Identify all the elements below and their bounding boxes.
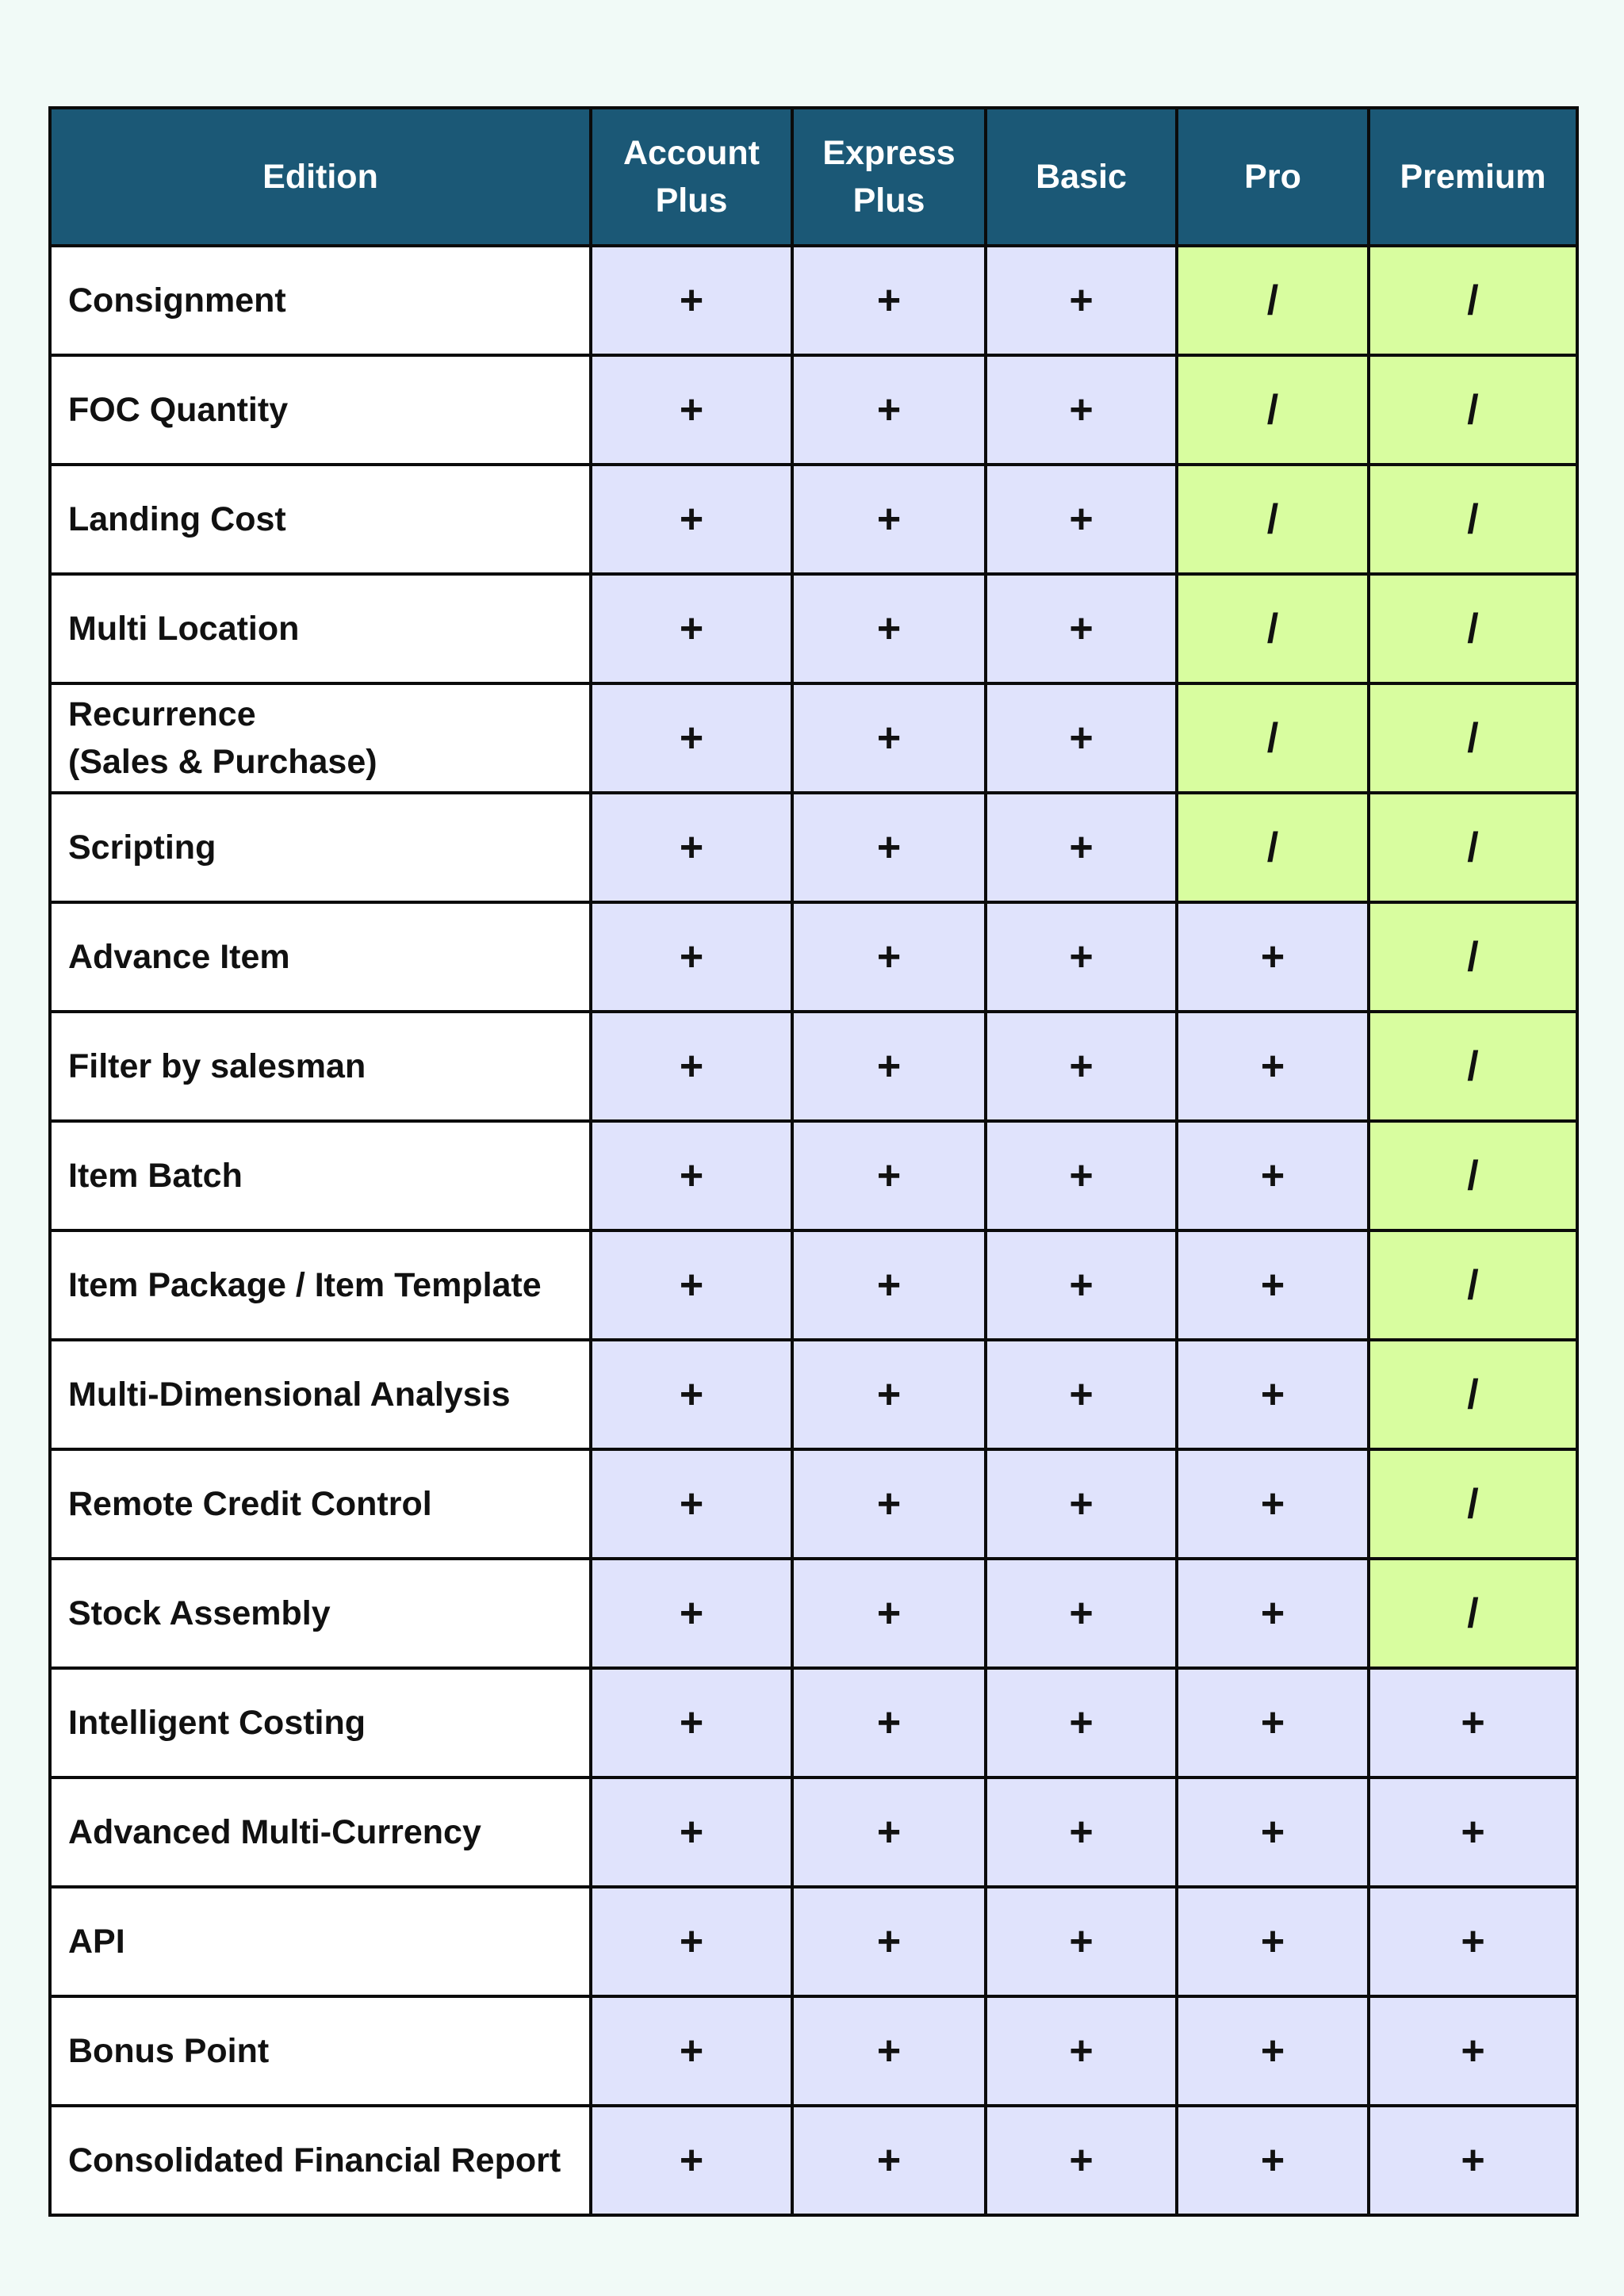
plus-mark-cell: + bbox=[986, 1559, 1177, 1668]
plus-mark-cell: + bbox=[591, 1559, 792, 1668]
plus-mark-cell: + bbox=[986, 355, 1177, 465]
plus-mark-cell: + bbox=[1369, 1668, 1577, 1777]
slash-mark-cell: / bbox=[1369, 355, 1577, 465]
table-row bbox=[50, 1121, 1577, 1230]
plus-mark-cell: + bbox=[986, 1668, 1177, 1777]
slash-mark-cell: / bbox=[1369, 1230, 1577, 1340]
plus-mark-cell: + bbox=[792, 465, 986, 574]
plus-mark-cell: + bbox=[986, 1230, 1177, 1340]
table-row bbox=[50, 1340, 1577, 1449]
plus-mark-cell: + bbox=[986, 1887, 1177, 1996]
plus-mark-cell: + bbox=[792, 1121, 986, 1230]
plus-mark-cell: + bbox=[591, 1121, 792, 1230]
slash-mark-cell: / bbox=[1177, 574, 1369, 683]
feature-name: Landing Cost bbox=[50, 465, 591, 574]
feature-name: Advance Item bbox=[50, 902, 591, 1012]
plus-mark-cell: + bbox=[986, 2106, 1177, 2215]
slash-mark-cell: / bbox=[1369, 793, 1577, 902]
plus-mark-cell: + bbox=[792, 574, 986, 683]
feature-name: Item Package / Item Template bbox=[50, 1230, 591, 1340]
feature-name: Advanced Multi-Currency bbox=[50, 1777, 591, 1887]
plus-mark-cell: + bbox=[986, 1121, 1177, 1230]
slash-mark-cell: / bbox=[1369, 1121, 1577, 1230]
header-express-plus: Express Plus bbox=[792, 108, 986, 246]
plus-mark-cell: + bbox=[986, 1340, 1177, 1449]
plus-mark-cell: + bbox=[792, 793, 986, 902]
slash-mark-cell: / bbox=[1177, 246, 1369, 355]
table-row bbox=[50, 465, 1577, 574]
table-row bbox=[50, 2106, 1577, 2215]
slash-mark-cell: / bbox=[1177, 465, 1369, 574]
table-row bbox=[50, 574, 1577, 683]
table-row bbox=[50, 1887, 1577, 1996]
plus-mark-cell: + bbox=[1177, 1668, 1369, 1777]
plus-mark-cell: + bbox=[591, 2106, 792, 2215]
plus-mark-cell: + bbox=[1177, 1012, 1369, 1121]
plus-mark-cell: + bbox=[1177, 1559, 1369, 1668]
table-body bbox=[50, 246, 1577, 2215]
plus-mark-cell: + bbox=[792, 1449, 986, 1559]
feature-name: Stock Assembly bbox=[50, 1559, 591, 1668]
feature-name: Remote Credit Control bbox=[50, 1449, 591, 1559]
plus-mark-cell: + bbox=[591, 1777, 792, 1887]
table-row bbox=[50, 1777, 1577, 1887]
plus-mark-cell: + bbox=[591, 574, 792, 683]
slash-mark-cell: / bbox=[1369, 902, 1577, 1012]
plus-mark-cell: + bbox=[1177, 1887, 1369, 1996]
plus-mark-cell: + bbox=[792, 1340, 986, 1449]
plus-mark-cell: + bbox=[591, 355, 792, 465]
plus-mark-cell: + bbox=[986, 246, 1177, 355]
plus-mark-cell: + bbox=[1177, 1777, 1369, 1887]
plus-mark-cell: + bbox=[591, 465, 792, 574]
header-basic: Basic bbox=[986, 108, 1177, 246]
table-row bbox=[50, 1012, 1577, 1121]
plus-mark-cell: + bbox=[792, 1996, 986, 2106]
plus-mark-cell: + bbox=[1369, 1777, 1577, 1887]
plus-mark-cell: + bbox=[792, 1012, 986, 1121]
plus-mark-cell: + bbox=[986, 1449, 1177, 1559]
plus-mark-cell: + bbox=[1177, 2106, 1369, 2215]
plus-mark-cell: + bbox=[792, 2106, 986, 2215]
table-row bbox=[50, 246, 1577, 355]
feature-name: FOC Quantity bbox=[50, 355, 591, 465]
plus-mark-cell: + bbox=[792, 683, 986, 793]
plus-mark-cell: + bbox=[986, 902, 1177, 1012]
slash-mark-cell: / bbox=[1369, 1449, 1577, 1559]
feature-name: Item Batch bbox=[50, 1121, 591, 1230]
table-row bbox=[50, 683, 1577, 793]
slash-mark-cell: / bbox=[1369, 1340, 1577, 1449]
slash-mark-cell: / bbox=[1369, 1559, 1577, 1668]
slash-mark-cell: / bbox=[1177, 793, 1369, 902]
table-row bbox=[50, 902, 1577, 1012]
header-account-plus: Account Plus bbox=[591, 108, 792, 246]
plus-mark-cell: + bbox=[591, 683, 792, 793]
slash-mark-cell: / bbox=[1369, 683, 1577, 793]
slash-mark-cell: / bbox=[1177, 355, 1369, 465]
plus-mark-cell: + bbox=[591, 902, 792, 1012]
header-edition: Edition bbox=[50, 108, 591, 246]
plus-mark-cell: + bbox=[792, 1668, 986, 1777]
plus-mark-cell: + bbox=[1177, 1996, 1369, 2106]
plus-mark-cell: + bbox=[986, 465, 1177, 574]
feature-name: Consignment bbox=[50, 246, 591, 355]
slash-mark-cell: / bbox=[1369, 465, 1577, 574]
table-row bbox=[50, 355, 1577, 465]
plus-mark-cell: + bbox=[792, 1230, 986, 1340]
plus-mark-cell: + bbox=[792, 1777, 986, 1887]
plus-mark-cell: + bbox=[986, 1777, 1177, 1887]
plus-mark-cell: + bbox=[591, 1887, 792, 1996]
slash-mark-cell: / bbox=[1369, 246, 1577, 355]
feature-name: Filter by salesman bbox=[50, 1012, 591, 1121]
feature-name: Consolidated Financial Report bbox=[50, 2106, 591, 2215]
plus-mark-cell: + bbox=[591, 793, 792, 902]
slash-mark-cell: / bbox=[1177, 683, 1369, 793]
plus-mark-cell: + bbox=[1177, 1121, 1369, 1230]
plus-mark-cell: + bbox=[591, 1012, 792, 1121]
feature-name: API bbox=[50, 1887, 591, 1996]
table-row bbox=[50, 1996, 1577, 2106]
slash-mark-cell: / bbox=[1369, 574, 1577, 683]
feature-name: Scripting bbox=[50, 793, 591, 902]
plus-mark-cell: + bbox=[591, 1996, 792, 2106]
feature-name: Intelligent Costing bbox=[50, 1668, 591, 1777]
feature-name: Bonus Point bbox=[50, 1996, 591, 2106]
header-pro: Pro bbox=[1177, 108, 1369, 246]
plus-mark-cell: + bbox=[986, 683, 1177, 793]
feature-name: Multi Location bbox=[50, 574, 591, 683]
plus-mark-cell: + bbox=[792, 1559, 986, 1668]
plus-mark-cell: + bbox=[792, 1887, 986, 1996]
edition-comparison-table bbox=[48, 106, 1579, 2217]
slash-mark-cell: / bbox=[1369, 1012, 1577, 1121]
plus-mark-cell: + bbox=[986, 574, 1177, 683]
plus-mark-cell: + bbox=[1369, 1996, 1577, 2106]
plus-mark-cell: + bbox=[986, 1012, 1177, 1121]
plus-mark-cell: + bbox=[1369, 2106, 1577, 2215]
plus-mark-cell: + bbox=[986, 1996, 1177, 2106]
plus-mark-cell: + bbox=[792, 355, 986, 465]
plus-mark-cell: + bbox=[1177, 1340, 1369, 1449]
table-row bbox=[50, 1559, 1577, 1668]
plus-mark-cell: + bbox=[591, 246, 792, 355]
plus-mark-cell: + bbox=[986, 793, 1177, 902]
header-premium: Premium bbox=[1369, 108, 1577, 246]
plus-mark-cell: + bbox=[1177, 902, 1369, 1012]
header-row bbox=[50, 108, 1577, 246]
plus-mark-cell: + bbox=[792, 902, 986, 1012]
plus-mark-cell: + bbox=[591, 1340, 792, 1449]
plus-mark-cell: + bbox=[1177, 1230, 1369, 1340]
table-row bbox=[50, 1230, 1577, 1340]
plus-mark-cell: + bbox=[1177, 1449, 1369, 1559]
plus-mark-cell: + bbox=[591, 1230, 792, 1340]
table-row bbox=[50, 793, 1577, 902]
feature-name: Multi-Dimensional Analysis bbox=[50, 1340, 591, 1449]
plus-mark-cell: + bbox=[591, 1668, 792, 1777]
plus-mark-cell: + bbox=[591, 1449, 792, 1559]
table-row bbox=[50, 1668, 1577, 1777]
feature-name: Recurrence (Sales & Purchase) bbox=[50, 683, 591, 793]
plus-mark-cell: + bbox=[792, 246, 986, 355]
plus-mark-cell: + bbox=[1369, 1887, 1577, 1996]
table-row bbox=[50, 1449, 1577, 1559]
